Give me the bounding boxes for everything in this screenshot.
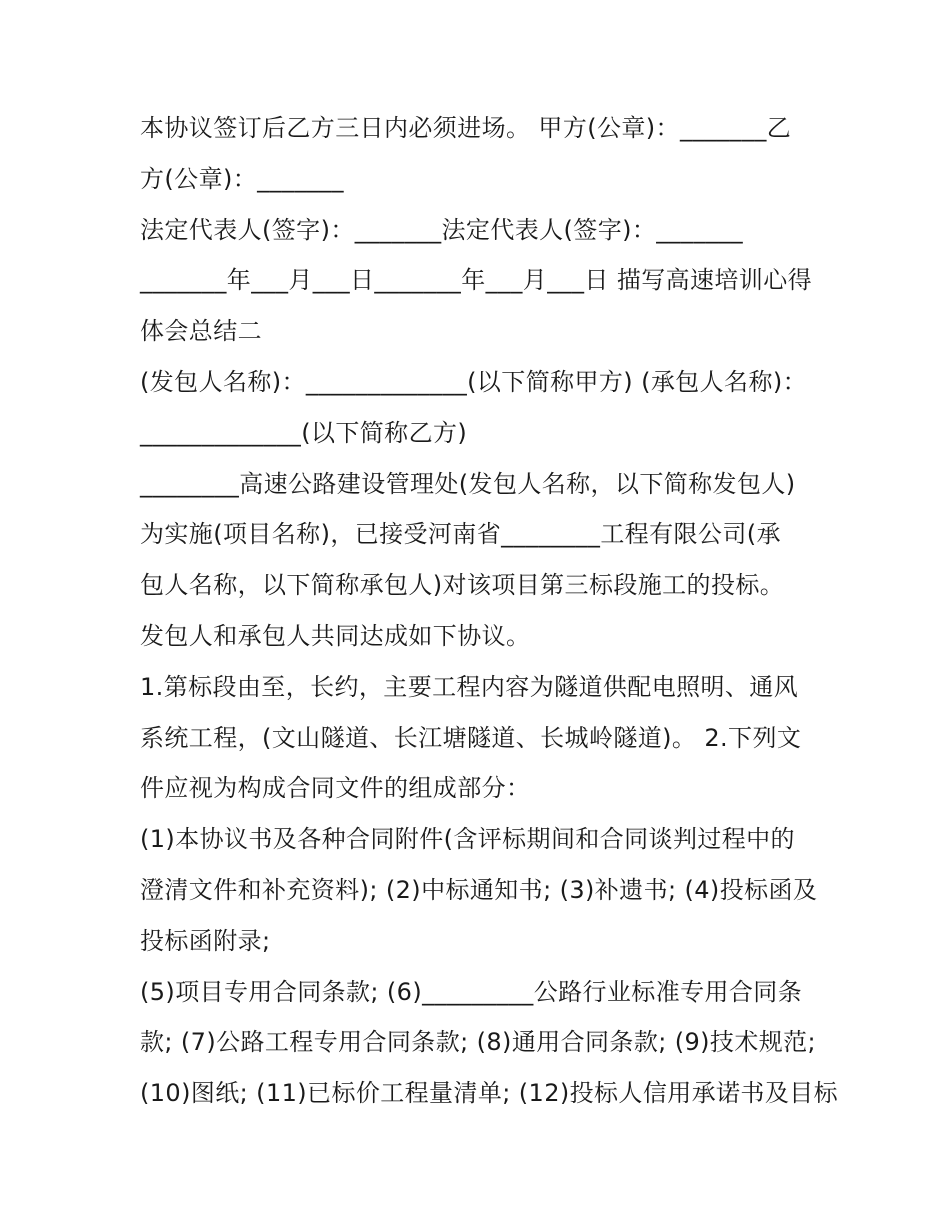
- text-line: (10)图纸; (11)已标价工程量清单; (12)投标人信用承诺书及目标: [140, 1079, 839, 1108]
- text-line: 系统工程，(文山隧道、长江塘隧道、长城岭隧道)。 2.下列文: [140, 723, 802, 752]
- text-line: _____________(以下简称乙方): [140, 418, 468, 447]
- document-body: [140, 103, 839, 1119]
- text-line: ________高速公路建设管理处(发包人名称，以下简称发包人): [140, 469, 796, 498]
- text-line: 为实施(项目名称)，已接受河南省________工程有限公司(承: [140, 520, 781, 549]
- text-line: 1.第标段由至，长约，主要工程内容为隧道供配电照明、通风: [140, 672, 799, 701]
- text-line: 体会总结二: [140, 317, 262, 346]
- text-line: (1)本协议书及各种合同附件(含评标期间和合同谈判过程中的: [140, 825, 795, 854]
- text-line: 投标函附录;: [140, 926, 271, 955]
- text-line: (5)项目专用合同条款; (6)_________公路行业标准专用合同条: [140, 977, 803, 1006]
- text-line: 澄清文件和补充资料); (2)中标通知书; (3)补遗书; (4)投标函及: [140, 875, 818, 904]
- text-line: 包人名称，以下简称承包人)对该项目第三标段施工的投标。: [140, 571, 785, 600]
- text-line: _______年___月___日_______年___月___日 描写高速培训心得: [140, 266, 813, 295]
- text-line: 法定代表人(签字)：_______法定代表人(签字)：_______: [140, 215, 744, 244]
- text-line: 方(公章)：_______: [140, 164, 344, 193]
- text-line: 本协议签订后乙方三日内必须进场。 甲方(公章)：_______乙: [140, 114, 792, 142]
- text-line: 发包人和承包人共同达成如下协议。: [140, 621, 531, 650]
- text-line: 款; (7)公路工程专用合同条款; (8)通用合同条款; (9)技术规范;: [140, 1028, 817, 1057]
- text-line: 件应视为构成合同文件的组成部分：: [140, 774, 531, 803]
- text-line: (发包人名称)：_____________(以下简称甲方) (承包人名称)：: [140, 367, 808, 396]
